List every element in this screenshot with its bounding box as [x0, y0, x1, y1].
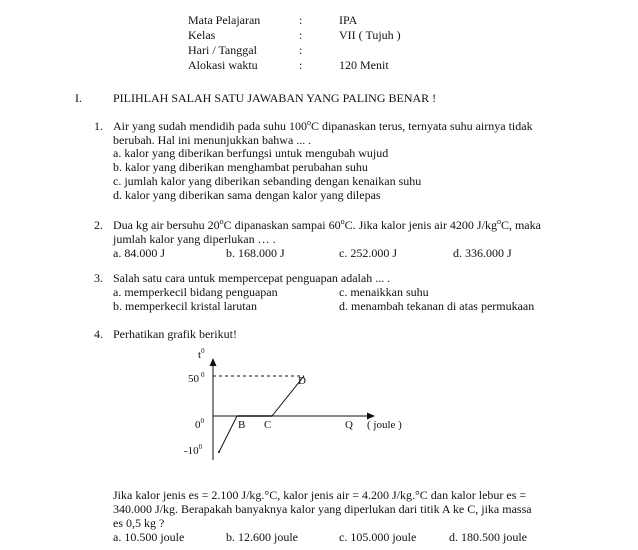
y-axis-label: $t^0$ [198, 347, 205, 361]
header-label-time: Alokasi waktu [188, 58, 258, 72]
x-axis-unit: ( joule ) [367, 419, 402, 431]
option-b[interactable]: b. kalor yang diberikan menghambat perubahan suhu [113, 160, 368, 174]
option-d[interactable]: d. kalor yang diberikan sama dengan kalor yang dilepas [113, 188, 381, 202]
point-label-b: B [238, 419, 246, 431]
section-number: I. [75, 91, 82, 105]
option-c[interactable]: c. menaikkan suhu [339, 285, 429, 299]
question-text: Jika kalor jenis es = 2.100 J/kg.°C, kalor jenis air = 4.200 J/kg.°C dan kalor lebur es = [113, 488, 527, 502]
question-text: jumlah kalor yang diperlukan … . [113, 232, 276, 246]
y-axis-arrow [210, 358, 217, 366]
question-number: 2. [94, 218, 103, 232]
option-a[interactable]: a. kalor yang diberikan berfungsi untuk mengubah wujud [113, 146, 389, 160]
question-text: Salah satu cara untuk mempercepat penguapan adalah ... . [113, 271, 391, 285]
tick-50: 50 $^0$ [188, 371, 205, 385]
option-a[interactable]: a. 10.500 joule [113, 530, 185, 544]
segment-heating-ice [219, 416, 237, 452]
tick-0: $0^0$ [195, 417, 204, 431]
option-c[interactable]: c. 252.000 J [339, 246, 397, 260]
header-colon: : [299, 43, 303, 57]
point-label-q: Q [345, 419, 353, 431]
header-value-subject: IPA [339, 13, 358, 27]
question-number: 1. [94, 119, 103, 133]
header-value-class: VII ( Tujuh ) [339, 28, 401, 42]
start-point [218, 451, 220, 453]
question-text: Perhatikan grafik berikut! [113, 327, 237, 341]
point-label-c: C [264, 419, 272, 431]
header-colon: : [299, 13, 303, 27]
question-text: berubah. Hal ini menunjukkan bahwa ... . [113, 133, 312, 147]
tick-minus-10: $-10^0$ [184, 443, 203, 457]
header-colon: : [299, 58, 303, 72]
option-d[interactable]: d. menambah tekanan di atas permukaan [339, 299, 535, 313]
option-d[interactable]: d. 336.000 J [453, 246, 512, 260]
header-label-class: Kelas [188, 28, 216, 42]
header-colon: : [299, 28, 303, 42]
option-a[interactable]: a. 84.000 J [113, 246, 165, 260]
header-label-date: Hari / Tanggal [188, 43, 257, 57]
option-b[interactable]: b. memperkecil kristal larutan [113, 299, 257, 313]
option-c[interactable]: c. 105.000 joule [339, 530, 417, 544]
question-number: 4. [94, 327, 103, 341]
option-c[interactable]: c. jumlah kalor yang diberikan sebanding dengan kenaikan suhu [113, 174, 422, 188]
question-text: es 0,5 kg ? [113, 516, 165, 530]
question-number: 3. [94, 271, 103, 285]
option-b[interactable]: b. 168.000 J [226, 246, 285, 260]
question-text: Air yang sudah mendidih pada suhu 100$^o$C dipanaskan terus, ternyata suhu airnya tidak [113, 118, 533, 133]
question-text: Dua kg air bersuhu 20$^o$C dipanaskan sampai 60$^o$C. Jika kalor jenis air 4200 $J/kg^oC$, maka [113, 217, 541, 232]
section-title: PILIHLAH SALAH SATU JAWABAN YANG PALING BENAR ! [113, 91, 437, 105]
header-value-time: 120 Menit [339, 58, 389, 72]
option-b[interactable]: b. 12.600 joule [226, 530, 298, 544]
option-a[interactable]: a. memperkecil bidang penguapan [113, 285, 278, 299]
question-text: 340.000 J/kg. Berapakah banyaknya kalor yang diperlukan dari titik A ke C, jika massa [113, 502, 532, 516]
option-d[interactable]: d. 180.500 joule [449, 530, 527, 544]
header-label-subject: Mata Pelajaran [188, 13, 261, 27]
point-label-d: D [298, 375, 306, 387]
